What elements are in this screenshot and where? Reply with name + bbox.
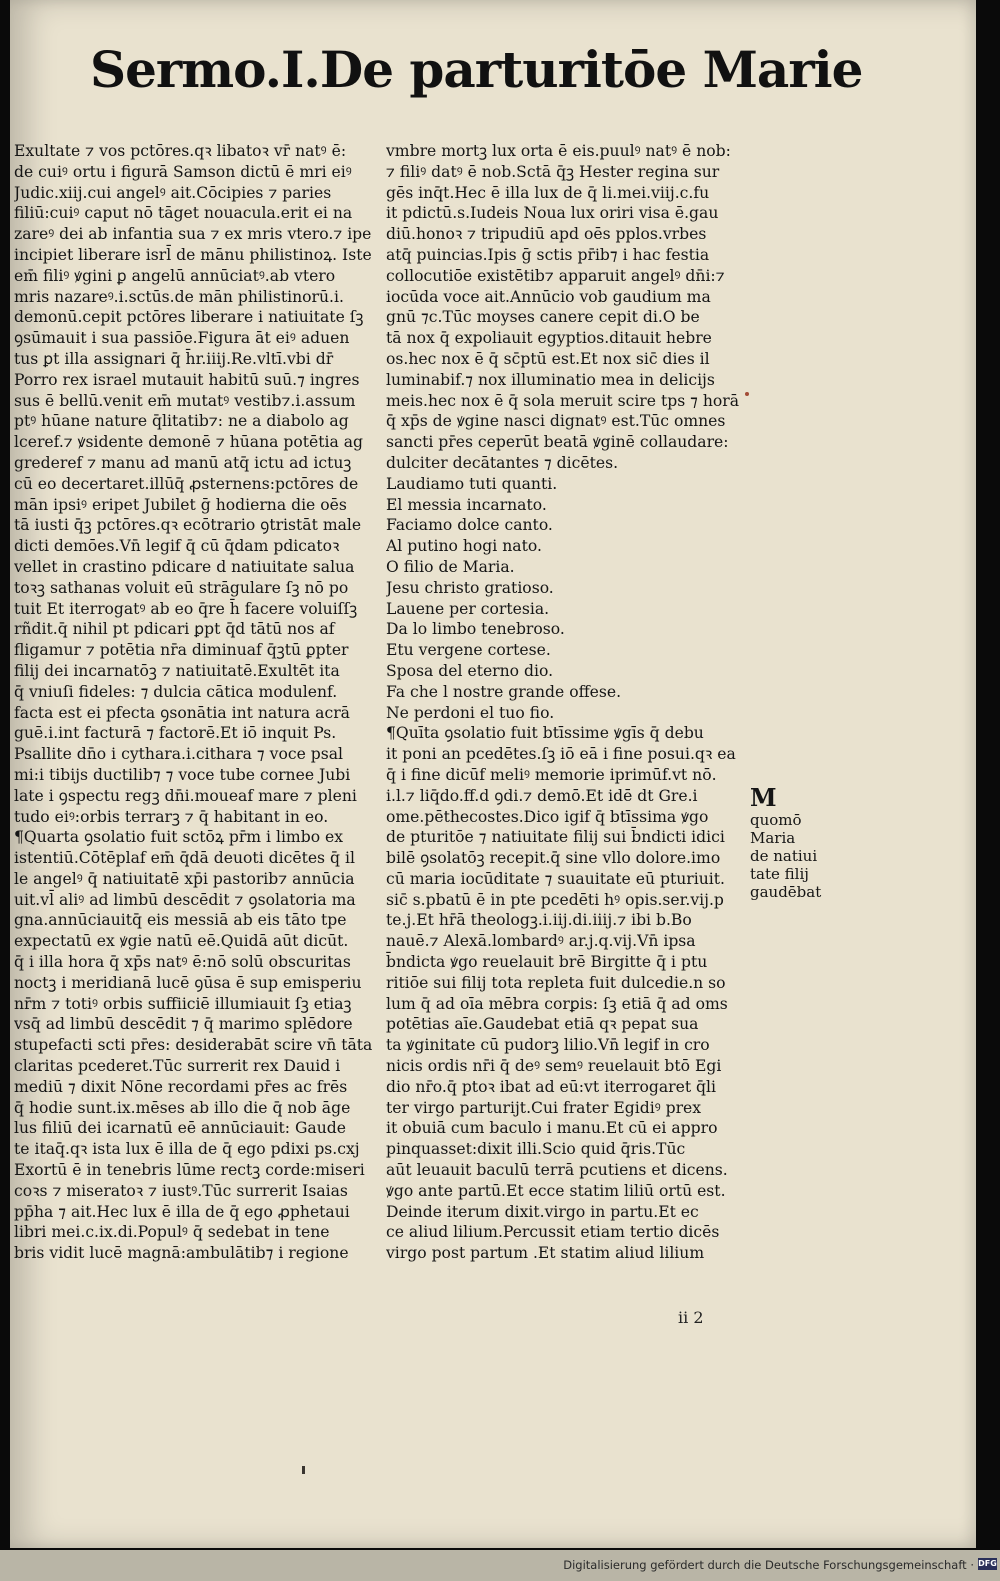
- text-line-right: ome.pēthecostes.Dico igif q̄ btīssima ꝟgo: [386, 807, 709, 826]
- margin-note-line: quomō: [750, 811, 802, 829]
- text-line-left: cū eo decertaret.illūq̄ ꝓsternens:pctōres de: [14, 474, 359, 493]
- text-line-right: Deinde iterum dixit.virgo in partu.Et ec: [386, 1202, 699, 1221]
- text-line-left: ¶Quarta ꝯsolatio fuit sctōꝝ pr̄m i limbo ex: [14, 828, 344, 847]
- text-line-left: vellet in crastino pdicare d natiuitate salua: [14, 557, 355, 576]
- text-line-right: sic̄ s.pbatū ē in pte pcedēti hꝰ opis.ser.vij.p: [386, 890, 724, 909]
- page-title: Sermo.I.De parturitōe Marie: [90, 40, 863, 99]
- text-line-right: cū maria iocūditate ⁊ suauitate eū pturiuit.: [386, 869, 725, 888]
- text-line-right: os.hec nox ē q̄ sc̄ptū est.Et nox sic̄ dies il: [386, 349, 710, 368]
- text-line-right: q̄ i fine dicūf meliꝰ memorie iprimūf.vt nō.: [386, 765, 717, 784]
- text-line-left: uit.vl̄ aliꝰ ad limbū descēdit ⁊ ꝯsolatoria ma: [14, 890, 356, 909]
- text-line-right: meis.hec nox ē q̄ sola meruit scire tps ⁊ horā: [386, 391, 740, 410]
- text-line-left: sus ē bellū.venit em̄ mutatꝰ vestib⁊.i.assum: [14, 391, 356, 410]
- text-line-left: facta est ei pfecta ꝯsonātia int natura acrā: [14, 703, 350, 722]
- text-column-left: [14, 141, 379, 1264]
- text-line-right: it poni an pcedētes.ſꝫ iō eā i fine posui.qꝛ ea: [386, 745, 736, 764]
- text-line-right: nicis ordis nr̄i q̄ deꝰ semꝰ reuelauit btō Egi: [386, 1057, 722, 1076]
- text-line-left: tudo eiꝰ:orbis terrarꝫ ⁊ q̄ habitant in eo.: [14, 807, 329, 826]
- margin-note-line: gaudēbat: [750, 883, 822, 901]
- text-line-right: Fa che l nostre grande offese.: [386, 682, 622, 701]
- text-line-right: collocutiōe existētib⁊ apparuit angelꝰ dn̄i:⁊: [386, 266, 725, 285]
- text-line-right: iocūda voce ait.Annūcio vob gaudium ma: [386, 287, 711, 306]
- text-column-right: [386, 141, 748, 1264]
- text-line-right: Al putino hogi nato.: [386, 537, 542, 556]
- text-line-left: ꝯsūmauit i sua passiōe.Figura āt eiꝰ aduen: [14, 329, 350, 348]
- text-line-left: q̄ i illa hora q̄ xp̄s natꝰ ē:nō solū obscuritas: [14, 953, 351, 972]
- margin-note-lines: [750, 811, 830, 901]
- book-page: [10, 0, 976, 1548]
- text-line-right: lum q̄ ad oīa mēbra corꝑis: ſꝫ etiā q̄ ad oms: [386, 994, 728, 1013]
- text-line-left: claritas pcederet.Tūc surrerit rex Dauid i: [14, 1057, 341, 1076]
- text-line-right: vmbre mortꝫ lux orta ē eis.puulꝰ natꝰ ē nob:: [386, 142, 731, 160]
- ink-mark: [745, 392, 749, 396]
- text-line-right: nauē.⁊ Alexā.lombardꝰ ar.j.q.vij.Vn̄ ipsa: [386, 932, 696, 951]
- text-line-left: le angelꝰ q̄ natiuitatē xp̄i pastorib⁊ annūcia: [14, 869, 355, 888]
- text-line-left: tā iusti q̄ꝫ pctōres.qꝛ ecōtrario ꝯtristāt male: [14, 516, 362, 535]
- text-line-left: incipiet liberare isrl̄ de mānu philistinoꝝ. Iste: [14, 245, 372, 264]
- text-line-right: Etu vergene cortese.: [386, 641, 551, 660]
- text-line-left: demonū.cepit pctōres liberare i natiuitate ſꝫ: [14, 308, 364, 327]
- text-line-right: atq̄ puincias.Ipis ḡ sctis pr̄ib⁊ i hac festia: [386, 245, 710, 264]
- margin-note: [750, 785, 830, 901]
- text-line-left: lus filiū dei icarnatū eē annūciauit: Gaude: [14, 1119, 346, 1138]
- text-line-left: mris nazareꝰ.i.sctūs.de mān philistinorū.i.: [14, 287, 344, 306]
- text-line-right: ⁊ filiꝰ datꝰ ē nob.Sctā q̄ꝫ Hester regina sur: [386, 162, 720, 181]
- text-line-left: noctꝫ i meridianā lucē ꝯūsa ē sup emisperiu: [14, 973, 362, 992]
- text-line-left: mi:i tibijs ductilib⁊ ⁊ voce tube cornee Jubi: [14, 765, 351, 784]
- text-line-left: te itaq̄.qꝛ ista lux ē illa de q̄ ego pdixi ps.cxj: [14, 1140, 360, 1159]
- text-line-right: de pturitōe ⁊ natiuitate filij sui b̄ndicti idici: [386, 828, 725, 847]
- margin-note-line: de natiui: [750, 847, 818, 865]
- text-line-right: sancti pr̄es ceperūt beatā ꝟginē collaudare:: [386, 433, 729, 452]
- text-line-left: em̄ filiꝰ ꝟgini ꝑ angelū annūciatꝰ.ab vtero: [14, 266, 336, 285]
- text-line-left: dicti demōes.Vn̄ legif q̄ cū q̄dam pdicatoꝛ: [14, 537, 340, 556]
- footer-credit: Digitalisierung gefördert durch die Deutsche Forschungsgemeinschaft ·: [563, 1558, 974, 1572]
- text-line-left: guē.i.int facturā ⁊ factorē.Et iō inquit Ps.: [14, 724, 337, 743]
- page-speck: [302, 1466, 305, 1474]
- text-line-left: Exultate ⁊ vos pctōres.qꝛ libatoꝛ vr̄ natꝰ ē:: [14, 142, 347, 160]
- text-line-right: gnū ⁊c.Tūc moyses canere cepit di.O be: [386, 308, 700, 327]
- text-line-right: diū.honoꝛ ⁊ tripudiū apd oēs pplos.vrbes: [386, 225, 707, 244]
- text-line-right: ter virgo parturijt.Cui frater Egidiꝰ prex: [386, 1098, 702, 1117]
- text-line-right: ritiōe sui filij tota repleta fuit dulcedie.n so: [386, 973, 726, 992]
- text-line-left: gna.annūciauitq̄ eis messiā ab eis tāto tpe: [14, 911, 347, 930]
- text-line-right: dio nr̄o.q̄ ptoꝛ ibat ad eū:vt iterrogaret q̄li: [386, 1077, 717, 1096]
- text-line-right: gēs inq̄t.Hec ē illa lux de q̄ li.mei.viij.c.fu: [386, 183, 710, 202]
- text-line-right: Lauene per cortesia.: [386, 599, 550, 618]
- text-line-right: potētias aīe.Gaudebat etiā qꝛ pepat sua: [386, 1015, 699, 1034]
- text-line-right: te.j.Et hr̄ā theologꝫ.i.iij.di.iiij.⁊ ibi b.Bo: [386, 911, 692, 930]
- text-line-right: El messia incarnato.: [386, 495, 547, 514]
- text-line-left: stupefacti scti pr̄es: desiderabāt scire vn̄ tāta: [14, 1036, 373, 1055]
- text-line-right: bilē ꝯsolatōꝫ recepit.q̄ sine vllo dolore.imo: [386, 849, 721, 868]
- text-line-right: pinquasset:dixit illi.Scio quid q̄ris.Tūc: [386, 1140, 686, 1159]
- text-line-left: filiū:cuiꝰ caput nō tāget nouacula.erit ei na: [14, 204, 353, 223]
- text-line-right: i.l.⁊ liq̄do.ff.d ꝯdi.⁊ demō.Et idē dt Gre.i: [386, 786, 698, 805]
- text-line-left: ptꝰ hūane nature q̄litatib⁊: ne a diabolo ag: [14, 412, 349, 431]
- text-line-right: dulciter decātantes ⁊ dicētes.: [386, 453, 619, 472]
- text-line-right: ¶Quīta ꝯsolatio fuit btīssime ꝟgīs q̄ debu: [386, 724, 704, 743]
- text-line-left: Porro rex israel mutauit habitū suū.⁊ ingres: [14, 370, 360, 389]
- text-line-right: aūt leuauit baculū terrā pcutiens et dicens.: [386, 1161, 728, 1180]
- text-line-left: libri mei.c.ix.di.Populꝰ q̄ sedebat in tene: [14, 1223, 330, 1242]
- text-line-right: O filio de Maria.: [386, 557, 515, 576]
- text-line-right: Sposa del eterno dio.: [386, 661, 554, 680]
- text-line-right: it pdictū.s.Iudeis Noua lux oriri visa ē.gau: [386, 204, 719, 223]
- text-line-right: it obuiā cum baculo i manu.Et cū ei appro: [386, 1119, 718, 1138]
- text-line-right: virgo post partum .Et statim aliud lilium: [386, 1244, 705, 1263]
- text-line-left: vsq̄ ad limbū descēdit ⁊ q̄ marimo splēdore: [14, 1015, 353, 1034]
- text-line-right: Laudiamo tuti quanti.: [386, 474, 558, 493]
- text-line-right: ta ꝟginitate cū pudorꝫ lilio.Vn̄ legif in cro: [386, 1036, 710, 1055]
- text-line-left: mediū ⁊ dixit Nōne recordami pr̄es ac frēs: [14, 1077, 348, 1096]
- text-line-left: de cuiꝰ ortu i figurā Samson dictū ē mri eiꝰ: [14, 162, 352, 181]
- text-line-right: ce aliud lilium.Percussit etiam tertio dicēs: [386, 1223, 720, 1242]
- text-line-left: pp̄ha ⁊ ait.Hec lux ē illa de q̄ ego ꝓphetaui: [14, 1202, 350, 1221]
- text-line-right: tā nox q̄ expoliauit egyptios.ditauit hebre: [386, 329, 712, 348]
- text-line-left: istentiū.Cōtēplaf em̄ q̄dā deuoti dicētes q̄ il: [14, 849, 355, 868]
- margin-note-line: Maria: [750, 829, 796, 847]
- text-line-left: mān ipsiꝰ eripet Jubilet ḡ hodierna die oēs: [14, 495, 347, 514]
- text-line-right: Faciamo dolce canto.: [386, 516, 553, 535]
- text-line-left: nr̄m ⁊ totiꝰ orbis suffiiciē illumiauit ſꝫ etiaꝫ: [14, 994, 352, 1013]
- text-line-left: Psallite dn̄o i cythara.i.cithara ⁊ voce psal: [14, 745, 344, 764]
- text-line-left: tuit Et iterrogatꝰ ab eo q̄re h̄ facere voluiſſꝫ: [14, 599, 358, 618]
- text-line-left: expectatū ex ꝟgie natū eē.Quidā aūt dicūt.: [14, 932, 349, 951]
- text-line-left: q̄ hodie sunt.ix.mēses ab illo die q̄ nob āge: [14, 1098, 351, 1117]
- text-line-right: Jesu christo gratioso.: [386, 578, 554, 597]
- text-line-left: fligamur ⁊ potētia nr̄a diminuaf q̄ꝫtū ꝑpter: [14, 641, 349, 660]
- text-line-left: filij dei incarnatōꝫ ⁊ natiuitatē.Exultēt ita: [14, 661, 340, 680]
- text-line-right: luminabif.⁊ nox illuminatio mea in delicijs: [386, 370, 715, 389]
- text-line-left: tus ꝑt illa assignari q̄ h̄r.iiij.Re.vltī.vbi dr̄: [14, 349, 334, 368]
- text-line-right: Ne perdoni el tuo fio.: [386, 703, 555, 722]
- text-line-left: grederef ⁊ manu ad manū atq̄ ictu ad ictuꝫ: [14, 453, 352, 472]
- text-line-left: Judic.xiij.cui angelꝰ ait.Cōcipies ⁊ paries: [14, 183, 332, 202]
- text-line-left: rñdit.q̄ nihil pt pdicari ꝑpt q̄d tātū nos af: [14, 620, 335, 639]
- text-line-right: b̄ndicta ꝟgo reuelauit brē Birgitte q̄ i ptu: [386, 953, 708, 972]
- text-line-left: late i ꝯspectu regꝫ dn̄i.moueaf mare ⁊ pleni: [14, 786, 357, 805]
- text-line-right: q̄ xp̄s de ꝟgine nasci dignatꝰ est.Tūc omnes: [386, 412, 726, 431]
- text-line-left: zareꝰ dei ab infantia sua ⁊ ex mris vtero.⁊ ipe: [14, 225, 372, 244]
- margin-note-initial: M: [750, 783, 777, 812]
- text-line-left: bris vidit lucē magnā:ambulātib⁊ i regione: [14, 1244, 349, 1263]
- text-line-left: Exortū ē in tenebris lūme rectꝫ corde:miseri: [14, 1161, 365, 1180]
- signature-mark: ii 2: [678, 1308, 704, 1327]
- text-line-left: lceref.⁊ ꝟsidente demonē ⁊ hūana potētia ag: [14, 433, 364, 452]
- dfg-logo: DFG: [978, 1559, 997, 1568]
- margin-note-line: tate filij: [750, 865, 809, 883]
- text-line-left: q̄ vniuſi fideles: ⁊ dulcia cātica modulenf.: [14, 682, 338, 701]
- text-line-left: toꝛꝫ sathanas voluit eū strāgulare ſꝫ nō po: [14, 578, 349, 597]
- text-line-right: Da lo limbo tenebroso.: [386, 620, 565, 639]
- text-line-right: ꝟgo ante partū.Et ecce statim liliū ortū est.: [386, 1181, 726, 1200]
- text-line-left: coꝛs ⁊ miseratoꝛ ⁊ iustꝰ.Tūc surrerit Isaias: [14, 1181, 348, 1200]
